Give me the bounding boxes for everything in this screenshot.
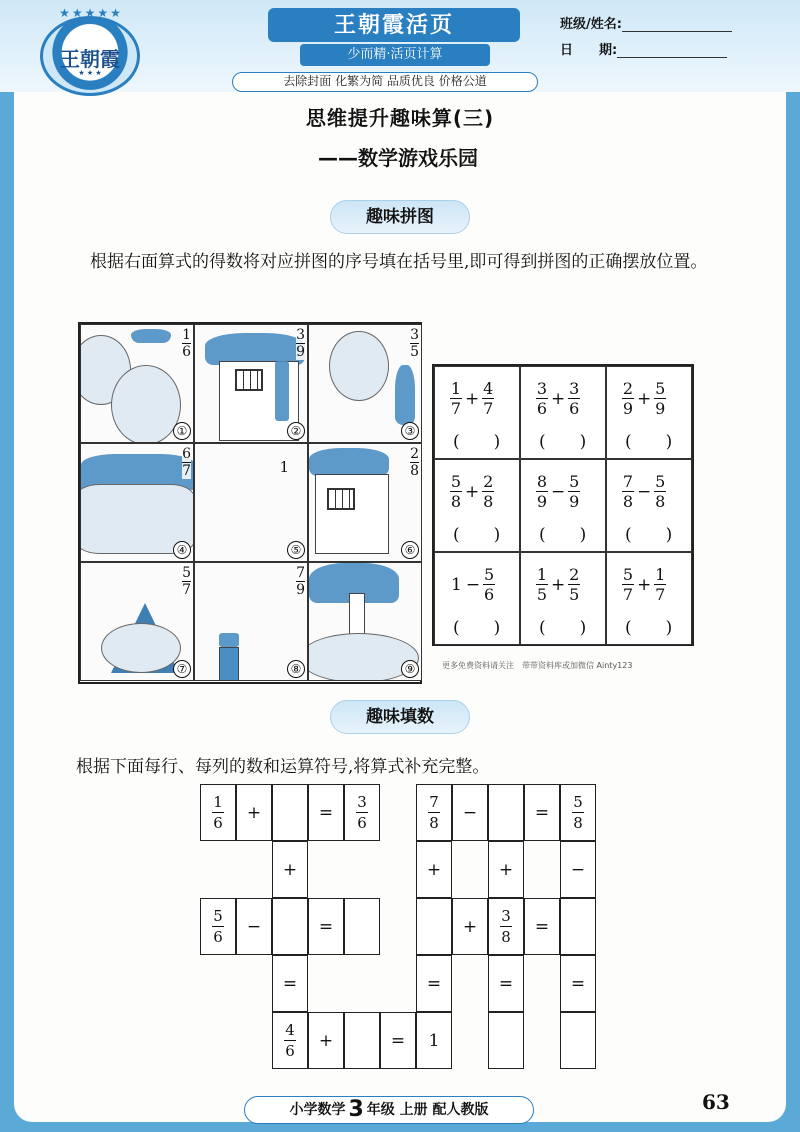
- grid-cell: =: [272, 955, 308, 1012]
- puzzle-piece-7: [80, 562, 194, 681]
- answer-blank[interactable]: ( ): [539, 618, 587, 638]
- grid-cell: −: [236, 898, 272, 955]
- puzzle-piece-5: [194, 443, 308, 562]
- answer-blank[interactable]: ( ): [539, 525, 587, 545]
- puzzle-picture: [78, 322, 422, 684]
- answer-blank[interactable]: ( ): [453, 618, 501, 638]
- grid-cell: +: [488, 841, 524, 898]
- grid-cell: $\frac{5}{8}$: [560, 784, 596, 841]
- answer-blank[interactable]: ( ): [453, 432, 501, 452]
- grid-cell: $\frac{3}{8}$: [488, 898, 524, 955]
- puzzle-piece-2: [194, 324, 308, 443]
- grid-cell: −: [452, 784, 488, 841]
- grid-cell: =: [380, 1012, 416, 1069]
- stars-icon: ★★★★★: [59, 6, 123, 20]
- piece-number: ⑥: [401, 541, 419, 559]
- blank-cell[interactable]: [488, 784, 524, 841]
- piece-fraction: 2 8: [410, 446, 419, 479]
- blank-cell[interactable]: [416, 898, 452, 955]
- section-tag-fill: 趣味填数: [330, 700, 470, 734]
- grid-cell: 1: [416, 1012, 452, 1069]
- expression-grid: [432, 364, 694, 646]
- answer-blank[interactable]: ( ): [625, 618, 673, 638]
- page-subtitle: ——数学游戏乐园: [318, 146, 478, 170]
- puzzle-piece-4: [80, 443, 194, 562]
- blank-cell[interactable]: [488, 1012, 524, 1069]
- piece-number: ③: [401, 422, 419, 440]
- expression-cell: $\frac{5}{8}$ + $\frac{2}{8}$ ( ): [434, 459, 520, 552]
- puzzle-piece-6: [308, 443, 422, 562]
- grid-cell: +: [452, 898, 488, 955]
- footer-grade-text: 年级 上册 配人教版: [366, 1102, 489, 1118]
- grid-cell: $\frac{3}{6}$: [344, 784, 380, 841]
- grid-cell: +: [308, 1012, 344, 1069]
- grid-cell: $\frac{1}{6}$: [200, 784, 236, 841]
- puzzle-piece-9: [308, 562, 422, 681]
- piece-number: ②: [287, 422, 305, 440]
- expression-cell: 1 − $\frac{5}{6}$ ( ): [434, 552, 520, 645]
- expression-cell: $\frac{1}{7}$ + $\frac{4}{7}$ ( ): [434, 366, 520, 459]
- fill-instruction: 根据下面每行、每列的数和运算符号,将算式补充完整。: [76, 757, 490, 777]
- grid-cell: =: [308, 784, 344, 841]
- puzzle-piece-8: [194, 562, 308, 681]
- piece-whole-number: 1: [279, 458, 289, 476]
- logo-text: 王朝霞: [60, 47, 120, 71]
- section-tag-puzzle: 趣味拼图: [330, 200, 470, 234]
- grid-cell: =: [560, 955, 596, 1012]
- piece-fraction: 7 9: [296, 565, 305, 598]
- page-number: 63: [702, 1090, 730, 1114]
- expression-cell: $\frac{2}{9}$ + $\frac{5}{9}$ ( ): [606, 366, 692, 459]
- puzzle-instruction: 根据右面算式的得数将对应拼图的序号填在括号里,即可得到拼图的正确摆放位置。: [90, 252, 708, 272]
- answer-blank[interactable]: ( ): [539, 432, 587, 452]
- grid-cell: =: [524, 784, 560, 841]
- blank-cell[interactable]: [344, 1012, 380, 1069]
- date-field[interactable]: [617, 44, 727, 58]
- piece-fraction: 6 7: [182, 446, 191, 479]
- grid-cell: =: [308, 898, 344, 955]
- logo-sub-icon: ★ ★ ★: [78, 69, 102, 77]
- grid-cell: =: [416, 955, 452, 1012]
- blank-cell[interactable]: [560, 1012, 596, 1069]
- brand-motto: 去除封面 化繁为简 品质优良 价格公道: [232, 72, 538, 92]
- blank-cell[interactable]: [560, 898, 596, 955]
- expression-cell: $\frac{7}{8}$ − $\frac{5}{8}$ ( ): [606, 459, 692, 552]
- piece-number: ⑨: [401, 660, 419, 678]
- footer-grade-number: 3: [348, 1097, 364, 1122]
- piece-number: ⑦: [173, 660, 191, 678]
- piece-fraction: 3 9: [296, 327, 305, 360]
- expression-cell: $\frac{8}{9}$ − $\frac{5}{9}$ ( ): [520, 459, 606, 552]
- grid-cell: $\frac{7}{8}$: [416, 784, 452, 841]
- piece-fraction: 1 6: [182, 327, 191, 360]
- brand-slogan: 少而精·活页计算: [300, 44, 490, 66]
- fill-number-grid: [200, 784, 600, 1072]
- grid-cell: +: [416, 841, 452, 898]
- watermark: 更多免费资料请关注 带带资料库或加微信 Ainty123: [442, 661, 633, 670]
- grid-cell: −: [560, 841, 596, 898]
- grid-cell: $\frac{5}{6}$: [200, 898, 236, 955]
- class-name-field[interactable]: [622, 18, 732, 32]
- piece-number: ①: [173, 422, 191, 440]
- answer-blank[interactable]: ( ): [453, 525, 501, 545]
- grid-cell: =: [524, 898, 560, 955]
- footer-badge: [244, 1096, 534, 1124]
- puzzle-piece-1: [80, 324, 194, 443]
- date-label: 日 期:: [560, 43, 618, 58]
- class-name-label: 班级/姓名:: [560, 17, 622, 32]
- piece-number: ④: [173, 541, 191, 559]
- piece-number: ⑤: [287, 541, 305, 559]
- answer-blank[interactable]: ( ): [625, 432, 673, 452]
- footer-subject: 小学数学: [289, 1102, 346, 1118]
- grid-cell: $\frac{4}{6}$: [272, 1012, 308, 1069]
- piece-number: ⑧: [287, 660, 305, 678]
- page-title: 思维提升趣味算(三): [305, 106, 495, 130]
- grid-cell: +: [272, 841, 308, 898]
- student-info: [560, 12, 790, 64]
- blank-cell[interactable]: [272, 784, 308, 841]
- brand-title: 王朝霞活页: [268, 8, 520, 42]
- piece-fraction: 3 5: [410, 327, 419, 360]
- blank-cell[interactable]: [344, 898, 380, 955]
- expression-cell: $\frac{5}{7}$ + $\frac{1}{7}$ ( ): [606, 552, 692, 645]
- piece-fraction: 5 7: [182, 565, 191, 598]
- blank-cell[interactable]: [272, 898, 308, 955]
- puzzle-piece-3: [308, 324, 422, 443]
- grid-cell: +: [236, 784, 272, 841]
- expression-cell: $\frac{3}{6}$ + $\frac{3}{6}$ ( ): [520, 366, 606, 459]
- answer-blank[interactable]: ( ): [625, 525, 673, 545]
- expression-cell: $\frac{1}{5}$ + $\frac{2}{5}$ ( ): [520, 552, 606, 645]
- publisher-logo: [40, 16, 140, 96]
- grid-cell: =: [488, 955, 524, 1012]
